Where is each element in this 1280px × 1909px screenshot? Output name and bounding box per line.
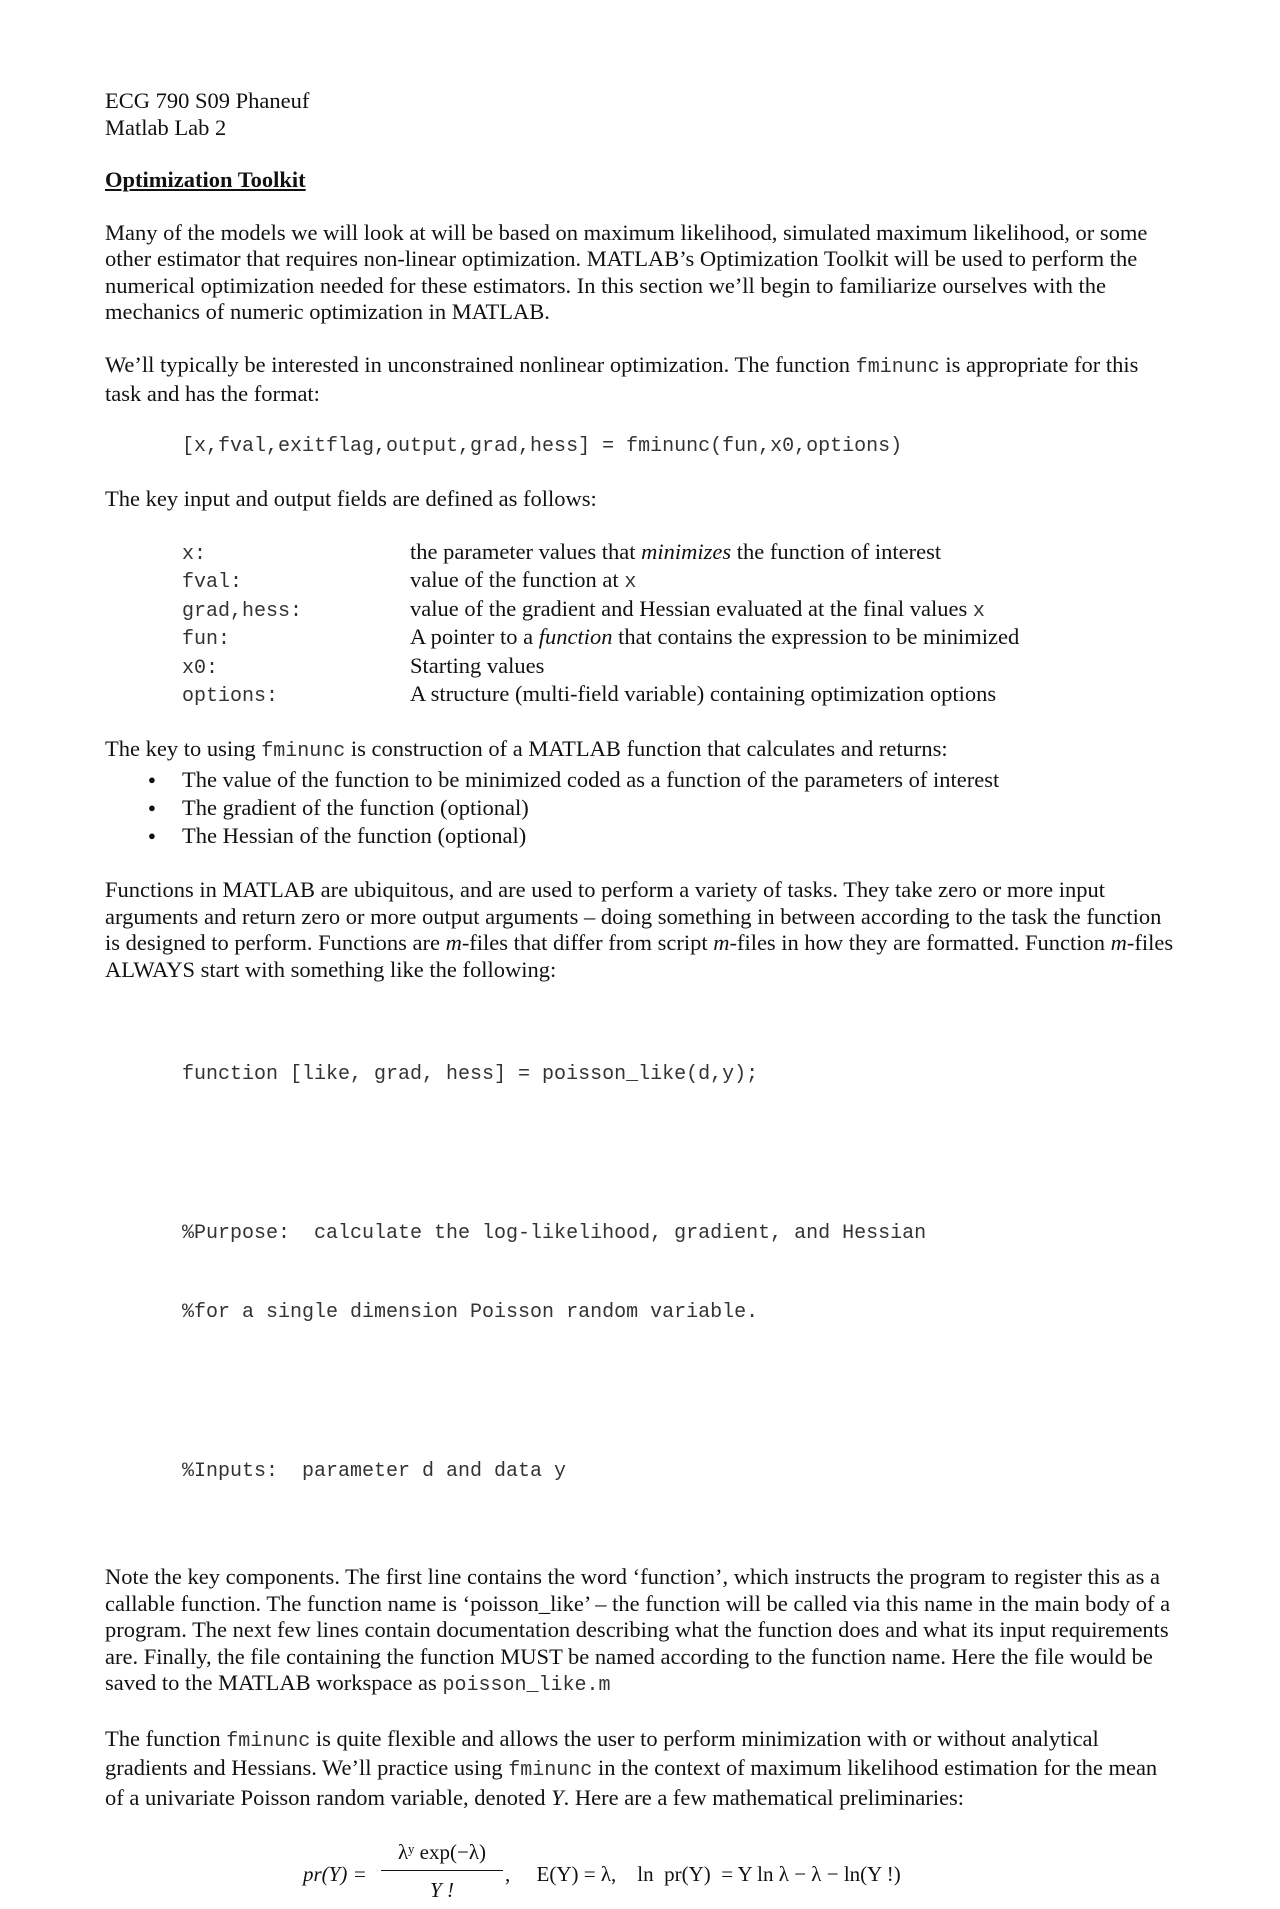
desc-fun xyxy=(410,624,1180,651)
text: value of the function at xyxy=(410,567,625,592)
definition-row xyxy=(182,567,1180,596)
emphasis: m xyxy=(713,930,730,955)
text: . Here are a few mathematical preliminaries: xyxy=(563,1784,965,1810)
inline-code: poisson_like.m xyxy=(442,1674,611,1697)
requirements-list xyxy=(105,767,1180,851)
desc-grad-hess xyxy=(410,596,1180,626)
lab-header: Matlab Lab 2 xyxy=(105,114,227,140)
text: is appropriate for this task and has the format: xyxy=(105,351,1139,406)
text: in the context of maximum likelihood estimation for the mean of a univariate Poisson random variable, denoted xyxy=(105,1755,1158,1810)
list-item: ● The gradient of the function (optional) xyxy=(182,795,1180,823)
list-item: ● The value of the function to be minimized coded as a function of the parameters of interest xyxy=(182,767,1180,795)
course-header: ECG 790 S09 Phaneuf xyxy=(105,88,310,113)
emphasis: m xyxy=(445,930,462,955)
inline-code: fminunc xyxy=(508,1759,593,1782)
text: that contains the expression to be minimized xyxy=(612,624,1020,649)
inline-code: x xyxy=(624,571,637,594)
text: A pointer to a xyxy=(410,624,539,649)
inline-code: fminunc xyxy=(261,739,346,763)
text: Note the key components. The first line contains the word ‘function’, which instructs the program to register this as a callable function. The function name is ‘poisson_like’ – the function will be called via this name in the main body of a program. The next few lines contain documentation describing what the function does and what its input requirements are. Finally, the file containing the function MUST be named according to the function name. Here the file would be saved to the MATLAB workspace as xyxy=(105,1564,1171,1695)
fminunc-paragraph xyxy=(105,352,1180,408)
desc-x0: Starting values xyxy=(410,652,545,678)
emphasis: m xyxy=(1110,930,1127,955)
text: The key to using xyxy=(105,735,262,761)
field-definitions xyxy=(182,539,1180,710)
emphasis: minimizes xyxy=(641,538,732,564)
text: We’ll typically be interested in unconstrained nonlinear optimization. The function xyxy=(105,351,856,377)
definition-row xyxy=(182,681,1180,710)
code-example xyxy=(182,1009,1180,1538)
term-x0: x0: xyxy=(182,656,219,680)
text: -files in how they are formatted. Function xyxy=(729,930,1111,955)
fields-intro: The key input and output fields are defined as follows: xyxy=(105,486,597,511)
code-line: %Inputs: parameter d and data y xyxy=(182,1459,567,1483)
intro-paragraph: Many of the models we will look at will be based on maximum likelihood, simulated maximum likelihood, or some other estimator that requires non-linear optimization. MATLAB’s Optimization Toolkit will be used to perform the numerical optimization needed for these estimators. In this section we’ll begin to familiarize ourselves with the mechanics of numeric optimization in MATLAB. xyxy=(105,219,1148,324)
equation-rhs: , E(Y) = λ, ln pr(Y) = Y ln λ − λ − ln(Y !) xyxy=(505,1862,901,1886)
term-fval: fval: xyxy=(182,571,243,594)
note-paragraph xyxy=(105,1564,1180,1700)
definition-row xyxy=(182,596,1180,625)
desc-x xyxy=(410,539,1180,566)
term-options: options: xyxy=(182,685,279,708)
functions-paragraph xyxy=(105,877,1180,983)
desc-options: A structure (multi-field variable) containing optimization options xyxy=(410,681,997,706)
term-fun: fun: xyxy=(182,628,231,651)
flexibility-paragraph xyxy=(105,1726,1180,1812)
definition-row xyxy=(182,653,1180,682)
term-grad-hess: grad,hess: xyxy=(182,599,303,623)
text: is quite flexible and allows the user to perform minimization with or without analytical gradients and Hessians. We’ll practice using xyxy=(105,1725,1099,1780)
text: is construction of a MATLAB function that calculates and returns: xyxy=(345,735,948,761)
text: value of the gradient and Hessian evaluated at the final values xyxy=(410,595,973,621)
text: The function xyxy=(105,1725,227,1751)
code-line: %for a single dimension Poisson random variable. xyxy=(182,1301,759,1324)
emphasis: Y xyxy=(551,1784,564,1810)
document-page xyxy=(105,88,1180,1909)
key-paragraph xyxy=(105,736,1180,766)
fminunc-syntax: [x,fval,exitflag,output,grad,hess] = fminunc(fun,x0,options) xyxy=(182,434,903,458)
inline-code: fminunc xyxy=(855,355,940,379)
text: the function of interest xyxy=(731,538,942,564)
definition-row xyxy=(182,539,1180,568)
inline-code: fminunc xyxy=(226,1729,311,1753)
text: -files that differ from script xyxy=(461,930,714,955)
list-item: ● The Hessian of the function (optional) xyxy=(182,823,1180,851)
definition-row xyxy=(182,624,1180,653)
code-line: function [like, grad, hess] = poisson_like(d,y); xyxy=(182,1063,759,1086)
fraction-numerator: λʸ exp(−λ) xyxy=(381,1839,503,1871)
term-x: x: xyxy=(182,542,207,566)
fraction xyxy=(381,1839,503,1903)
section-title: Optimization Toolkit xyxy=(105,167,306,192)
emphasis: function xyxy=(538,624,613,649)
text: the parameter values that xyxy=(410,538,642,564)
desc-fval xyxy=(410,567,1180,597)
inline-code: x xyxy=(972,599,985,623)
text: Functions in MATLAB are ubiquitous, and are used to perform a variety of tasks. They take zero or more input arguments and return zero or more output arguments – doing something in between according to the task the function is designed to perform. Functions are xyxy=(105,877,1162,955)
code-line: %Purpose: calculate the log-likelihood, gradient, and Hessian xyxy=(182,1221,927,1245)
fraction-denominator: Y ! xyxy=(430,1877,454,1902)
poisson-equations xyxy=(105,1839,1180,1909)
text: -files ALWAYS start with something like the following: xyxy=(105,930,1174,982)
equation-lhs: pr(Y) = xyxy=(303,1862,367,1886)
